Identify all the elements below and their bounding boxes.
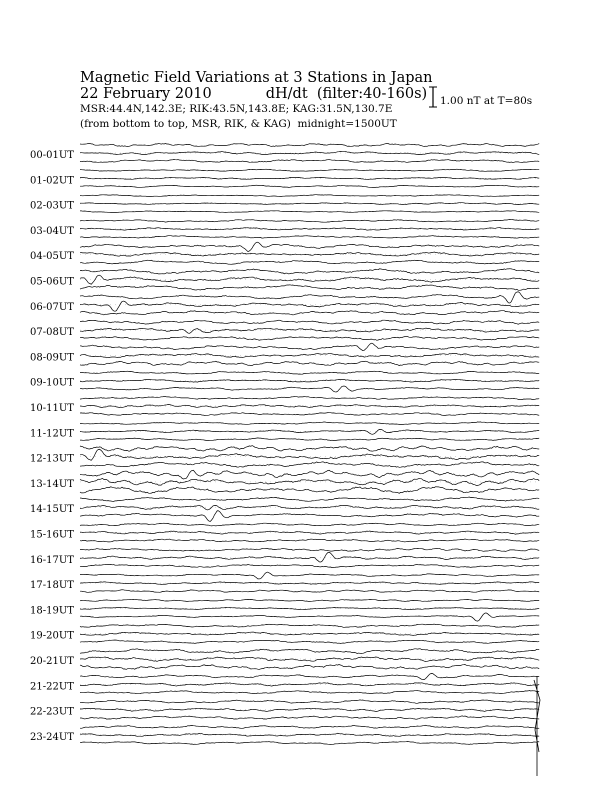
row-label: 00-01UT [30,150,74,161]
trace-MSR [80,386,539,392]
row-18-19UT [30,599,540,621]
trace-KAG [80,220,539,223]
trace-KAG [80,700,539,703]
trace-KAG [80,446,539,452]
trace-KAG [80,143,539,146]
trace-KAG [80,649,539,654]
row-00-01UT [30,143,540,162]
order-note: (from bottom to top, MSR, RIK, & KAG) [80,118,291,130]
trace-MSR [80,665,539,670]
row-16-17UT [30,548,540,567]
trace-RIK [80,733,539,736]
row-15-16UT [30,523,540,542]
row-label: 12-13UT [30,453,74,465]
trace-RIK [80,657,539,662]
row-14-15UT [30,497,540,522]
row-label: 02-03UT [30,200,74,212]
row-label: 20-21UT [30,656,74,667]
row-20-21UT [30,649,540,670]
row-label: 11-12UT [30,428,74,440]
row-label: 04-05UT [30,251,74,263]
trace-MSR [80,185,539,187]
trace-KAG [80,169,539,171]
stations-label: MSR:44.4N,142.3E; RIK:43.5N,143.8E; KAG:31.5N,130.7E [80,103,393,115]
trace-KAG [80,548,539,551]
trace-KAG [80,397,539,400]
trace-KAG [80,269,539,274]
trace-KAG [80,497,539,501]
trace-MSR [80,413,539,416]
trace-MSR [80,742,539,745]
chart-title: Magnetic Field Variations at 3 Stations in Japan [80,70,433,86]
row-label: 22-23UT [30,706,74,718]
trace-RIK [80,379,539,382]
trace-RIK [80,203,539,205]
trace-MSR [80,361,539,365]
row-05-06UT [30,269,540,291]
row-label: 18-19UT [30,605,74,617]
trace-MSR [80,285,539,291]
trace-MSR [80,716,539,719]
trace-MSR [80,160,539,163]
trace-RIK [80,505,539,510]
trace-KAG [80,523,539,526]
trace-MSR [80,640,539,644]
row-label: 09-10UT [30,377,74,389]
row-23-24UT [30,725,540,744]
row-label: 17-18UT [30,580,74,592]
trace-MSR [80,336,539,340]
row-19-20UT [30,624,540,643]
row-02-03UT [30,195,540,213]
row-label: 15-16UT [30,529,74,541]
row-13-14UT [30,470,540,493]
trace-MSR [80,236,539,239]
trace-KAG [80,470,539,479]
row-12-13UT [30,446,540,468]
trace-KAG [80,371,539,374]
trace-KAG [80,195,539,197]
row-label: 14-15UT [30,504,74,516]
row-04-05UT [30,242,540,264]
trace-MSR [80,311,539,315]
row-label: 08-09UT [30,352,74,364]
trace-RIK [80,275,539,284]
row-label: 21-22UT [30,681,74,693]
trace-RIK [80,151,539,154]
trace-KAG [80,674,539,680]
trace-MSR [80,564,539,567]
row-11-12UT [30,422,540,441]
row-label: 23-24UT [30,731,74,743]
trace-KAG [80,572,539,579]
trace-KAG [80,242,539,251]
row-22-23UT [30,700,540,719]
trace-KAG [80,292,539,303]
trace-MSR [80,613,539,621]
row-01-02UT [30,169,540,187]
trace-RIK [80,404,539,407]
trace-RIK [80,683,539,686]
trace-MSR [80,539,539,542]
row-07-08UT [30,320,540,340]
trace-RIK [80,328,539,333]
trace-RIK [80,552,539,562]
row-06-07UT [30,292,540,315]
trace-MSR [80,438,539,441]
trace-KAG [80,624,539,627]
trace-RIK [80,301,539,311]
trace-KAG [80,343,539,350]
trace-KAG [80,422,539,425]
trace-MSR [80,462,539,468]
trace-RIK [80,607,539,609]
row-label: 06-07UT [30,301,74,313]
trace-MSR [80,590,539,593]
row-label: 16-17UT [30,554,74,566]
row-03-04UT [30,220,540,239]
trace-MSR [80,511,539,522]
row-17-18UT [30,572,540,592]
row-label: 01-02UT [30,175,74,187]
filter-label: (filter:40-160s) [316,86,428,102]
trace-MSR [80,487,539,494]
trace-MSR [80,691,539,694]
row-09-10UT [30,371,540,392]
row-08-09UT [30,343,540,365]
row-label: 13-14UT [30,478,74,490]
row-label: 03-04UT [30,225,74,237]
row-label: 19-20UT [30,630,74,642]
trace-MSR [80,211,539,213]
trace-KAG [80,599,539,601]
trace-RIK [80,429,539,434]
scale-label: 1.00 nT at T=80s [440,95,533,107]
trace-RIK [80,708,539,711]
trace-KAG [80,320,539,324]
row-label: 07-08UT [30,327,74,339]
trace-MSR [80,260,539,264]
quantity-label: dH/dt [265,86,308,102]
date-label: 22 February 2010 [80,86,212,102]
trace-RIK [80,449,539,460]
row-10-11UT [30,397,540,416]
row-21-22UT [30,674,540,694]
row-label: 10-11UT [30,403,74,414]
trace-KAG [80,725,539,728]
row-label: 05-06UT [30,276,74,288]
midnight-note: midnight=1500UT [297,118,397,130]
